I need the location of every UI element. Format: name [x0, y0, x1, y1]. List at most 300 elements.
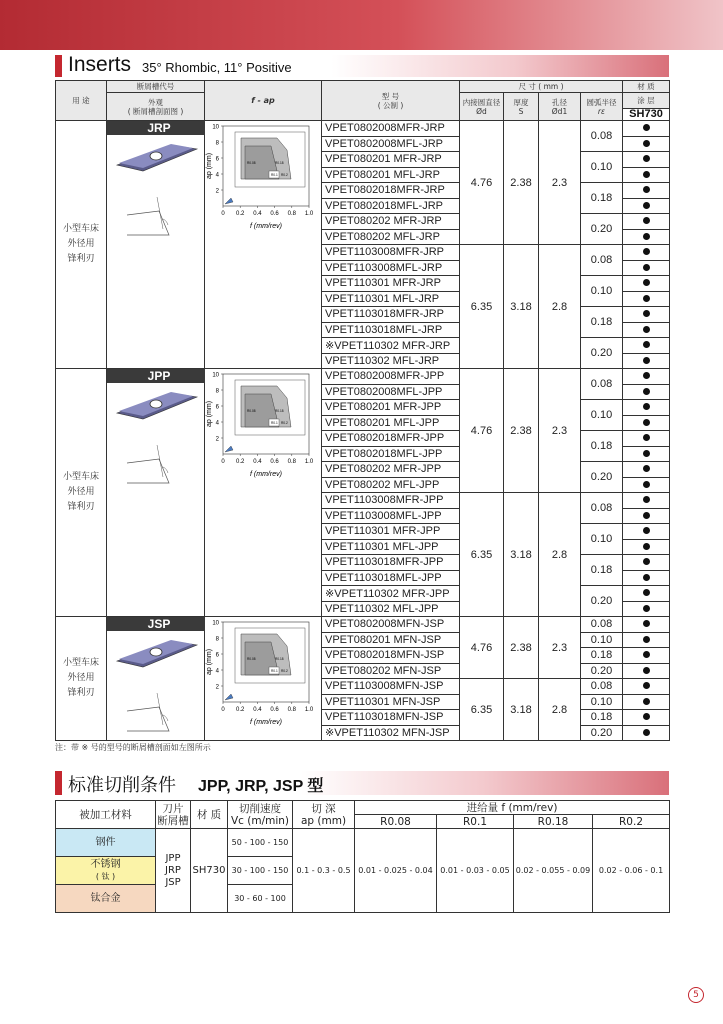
inner-area-label: R0.2 — [281, 173, 288, 177]
x-tick-label: 0.4 — [253, 707, 262, 713]
stainless-label: 不锈钢 — [90, 858, 121, 870]
radius-cell: 0.18 — [581, 648, 623, 664]
model-cell: VPET1103008MFL-JPP — [322, 508, 460, 524]
stock-dot-icon — [643, 403, 650, 410]
stock-dot-icon — [643, 636, 650, 643]
cond-col-feed: 进给量 f (mm/rev) — [355, 801, 670, 815]
model-label: 型 号 — [381, 91, 400, 101]
stock-dot-icon — [643, 171, 650, 178]
cond-col-material: 被加工材料 — [56, 801, 156, 829]
y-tick-label: 10 — [212, 124, 219, 131]
stock-dot-icon — [643, 682, 650, 689]
availability-cell — [623, 183, 670, 199]
chipbreaker-label: JSP — [107, 617, 205, 631]
cond-col-speed — [228, 801, 293, 829]
model-cell: VPET0802018MFR-JRP — [322, 183, 460, 199]
use-line: 锋利刃 — [67, 254, 95, 264]
insert-row — [56, 369, 670, 385]
radius-cell: 0.18 — [581, 431, 623, 462]
section-subtitle: 35° Rhombic, 11° Positive — [142, 60, 292, 75]
model-cell: VPET110301 MFN-JSP — [322, 694, 460, 710]
depth-value: 0.1 - 0.3 - 0.5 — [293, 829, 355, 913]
speed-label-1: 切削速度 — [239, 802, 281, 815]
availability-cell — [623, 198, 670, 214]
inner-area-label: R0.08 — [247, 657, 256, 661]
model-cell: VPET1103018MFR-JRP — [322, 307, 460, 323]
stock-dot-icon — [643, 434, 650, 441]
stock-dot-icon — [643, 357, 650, 364]
x-axis-label: f (mm/rev) — [250, 471, 282, 478]
use-line: 锋利刃 — [67, 688, 95, 698]
s-cell: 2.38 — [504, 617, 539, 679]
model-cell: VPET1103018MFL-JRP — [322, 322, 460, 338]
inner-area-label: R0.18 — [275, 409, 284, 413]
model-cell: VPET1103018MFN-JSP — [322, 710, 460, 726]
use-line: 外径用 — [67, 487, 95, 497]
col-coating: 涂 层 — [623, 93, 670, 109]
inserts-section-header — [55, 55, 669, 77]
model-cell: VPET1103008MFR-JPP — [322, 493, 460, 509]
radius-cell: 0.10 — [581, 152, 623, 183]
cond-col-depth — [293, 801, 355, 829]
r-symbol: rε — [597, 106, 606, 116]
availability-cell — [623, 508, 670, 524]
radius-cell: 0.08 — [581, 245, 623, 276]
grade-value: SH730 — [191, 829, 228, 913]
availability-cell — [623, 276, 670, 292]
appearance-cell — [107, 121, 205, 369]
availability-cell — [623, 477, 670, 493]
y-tick-label: 4 — [215, 420, 219, 427]
radius-cell: 0.10 — [581, 400, 623, 431]
d-symbol: Ød — [476, 106, 487, 116]
d-cell: 6.35 — [460, 493, 504, 617]
model-cell: VPET080201 MFR-JPP — [322, 400, 460, 416]
model-cell: VPET080201 MFR-JRP — [322, 152, 460, 168]
section-title: Inserts — [68, 53, 132, 76]
insert-illustration — [113, 387, 199, 487]
stock-dot-icon — [643, 326, 650, 333]
d-cell: 6.35 — [460, 245, 504, 369]
availability-cell — [623, 152, 670, 168]
feed-r008: 0.01 - 0.025 - 0.04 — [355, 829, 437, 913]
model-cell: VPET110301 MFR-JPP — [322, 524, 460, 540]
model-cell: VPET080201 MFL-JRP — [322, 167, 460, 183]
y-tick-label: 6 — [215, 156, 219, 163]
use-cell — [56, 617, 107, 741]
model-cell: VPET1103018MFR-JPP — [322, 555, 460, 571]
model-cell: VPET080202 MFR-JPP — [322, 462, 460, 478]
x-tick-label: 0 — [221, 211, 225, 217]
model-cell: VPET0802008MFN-JSP — [322, 617, 460, 633]
inner-area-label: R0.18 — [275, 657, 284, 661]
insert-illustration — [113, 139, 199, 239]
cond-col-r008: R0.08 — [355, 815, 437, 829]
availability-cell — [623, 121, 670, 137]
use-line: 小型车床 — [62, 658, 99, 668]
stainless-sublabel: ( 钛 ) — [95, 871, 116, 881]
material-titanium: 钛合金 — [56, 885, 156, 913]
x-tick-label: 0.8 — [287, 459, 296, 465]
model-cell: VPET080201 MFL-JPP — [322, 415, 460, 431]
availability-cell — [623, 260, 670, 276]
col-use: 用 途 — [56, 81, 107, 121]
speed-titanium: 30 - 60 - 100 — [228, 885, 293, 913]
y-tick-label: 4 — [215, 668, 219, 675]
f-ap-chart — [205, 617, 321, 737]
d1-cell: 2.8 — [539, 493, 581, 617]
model-cell: VPET080202 MFR-JRP — [322, 214, 460, 230]
availability-cell — [623, 725, 670, 741]
availability-cell — [623, 586, 670, 602]
page-number: 5 — [688, 987, 704, 1003]
f-ap-chart-cell — [205, 617, 322, 741]
availability-cell — [623, 446, 670, 462]
stock-dot-icon — [643, 605, 650, 612]
section-marker — [55, 771, 62, 795]
x-tick-label: 0.6 — [270, 459, 279, 465]
s-cell: 3.18 — [504, 245, 539, 369]
d-cell: 4.76 — [460, 121, 504, 245]
radius-cell: 0.08 — [581, 679, 623, 695]
model-cell: VPET080201 MFN-JSP — [322, 632, 460, 648]
model-cell: VPET0802008MFL-JPP — [322, 384, 460, 400]
availability-cell — [623, 462, 670, 478]
stock-dot-icon — [643, 698, 650, 705]
stock-dot-icon — [643, 388, 650, 395]
col-material: 材 质 — [623, 81, 670, 93]
model-cell: VPET0802008MFL-JRP — [322, 136, 460, 152]
cond-col-chipbreaker — [156, 801, 191, 829]
d1-cell: 2.3 — [539, 369, 581, 493]
availability-cell — [623, 648, 670, 664]
x-tick-label: 0 — [221, 707, 225, 713]
col-f-ap: f - ap — [205, 81, 322, 121]
appearance-label: 外观 — [148, 97, 163, 107]
f-ap-chart — [205, 369, 321, 489]
chipbreaker-jrp: JRP — [165, 864, 181, 876]
col-s — [504, 93, 539, 121]
model-cell: VPET1103008MFR-JRP — [322, 245, 460, 261]
radius-cell: 0.10 — [581, 276, 623, 307]
availability-cell — [623, 291, 670, 307]
model-cell: VPET1103018MFL-JPP — [322, 570, 460, 586]
model-cell: VPET0802018MFL-JPP — [322, 446, 460, 462]
availability-cell — [623, 663, 670, 679]
r-label: 圆弧半径 — [586, 97, 617, 107]
chipbreaker-label: JPP — [107, 369, 205, 383]
col-dimensions: 尺 寸 ( mm ) — [460, 81, 623, 93]
y-tick-label: 10 — [212, 620, 219, 627]
col-chipbreaker: 断屑槽代号 — [107, 81, 205, 93]
feed-r018: 0.02 - 0.055 - 0.09 — [514, 829, 593, 913]
insert-illustration — [113, 635, 199, 735]
section-line — [157, 197, 163, 229]
model-cell: VPET110301 MFL-JPP — [322, 539, 460, 555]
stock-dot-icon — [643, 419, 650, 426]
inner-area-label: R0.1 — [271, 421, 278, 425]
material-stainless — [56, 857, 156, 885]
radius-cell: 0.20 — [581, 663, 623, 679]
radius-cell: 0.10 — [581, 632, 623, 648]
model-sublabel: ( 公制 ) — [377, 100, 404, 110]
y-axis-label: ap (mm) — [206, 400, 213, 428]
y-tick-label: 2 — [215, 684, 219, 691]
y-tick-label: 8 — [215, 140, 219, 147]
availability-cell — [623, 338, 670, 354]
stock-dot-icon — [643, 248, 650, 255]
use-line: 小型车床 — [62, 224, 99, 234]
y-tick-label: 8 — [215, 636, 219, 643]
s-cell: 3.18 — [504, 679, 539, 741]
model-cell: VPET110301 MFR-JRP — [322, 276, 460, 292]
availability-cell — [623, 415, 670, 431]
col-model — [322, 81, 460, 121]
stock-dot-icon — [643, 496, 650, 503]
stock-dot-icon — [643, 140, 650, 147]
radius-cell: 0.18 — [581, 183, 623, 214]
f-ap-chart — [205, 121, 321, 241]
x-tick-label: 0.2 — [236, 211, 245, 217]
stock-dot-icon — [643, 264, 650, 271]
model-cell: ※VPET110302 MFR-JRP — [322, 338, 460, 354]
stock-dot-icon — [643, 589, 650, 596]
radius-cell: 0.10 — [581, 524, 623, 555]
radius-cell: 0.20 — [581, 214, 623, 245]
model-cell: VPET110302 MFL-JRP — [322, 353, 460, 369]
col-d1 — [539, 93, 581, 121]
x-tick-label: 0.8 — [287, 211, 296, 217]
y-tick-label: 6 — [215, 652, 219, 659]
use-cell — [56, 121, 107, 369]
s-cell: 2.38 — [504, 369, 539, 493]
appearance-cell — [107, 369, 205, 617]
conditions-title: 标准切削条件 — [68, 775, 176, 796]
inner-area-label: R0.18 — [275, 161, 284, 165]
y-tick-label: 2 — [215, 436, 219, 443]
conditions-section-header — [55, 771, 669, 795]
inner-area-label: R0.1 — [271, 173, 278, 177]
radius-cell: 0.08 — [581, 493, 623, 524]
model-cell: VPET1103008MFL-JRP — [322, 260, 460, 276]
availability-cell — [623, 384, 670, 400]
y-tick-label: 2 — [215, 188, 219, 195]
availability-cell — [623, 307, 670, 323]
availability-cell — [623, 539, 670, 555]
model-cell: VPET1103008MFN-JSP — [322, 679, 460, 695]
radius-cell: 0.08 — [581, 369, 623, 400]
availability-cell — [623, 167, 670, 183]
y-tick-label: 10 — [212, 372, 219, 379]
inner-area-label: R0.08 — [247, 161, 256, 165]
radius-cell: 0.08 — [581, 121, 623, 152]
cond-col-grade: 材 质 — [191, 801, 228, 829]
conditions-subtitle: JPP, JRP, JSP 型 — [198, 778, 324, 795]
radius-cell: 0.08 — [581, 617, 623, 633]
d1-cell: 2.3 — [539, 121, 581, 245]
radius-cell: 0.20 — [581, 338, 623, 369]
use-line: 锋利刃 — [67, 502, 95, 512]
appearance-sublabel: ( 断屑槽剖面图 ) — [127, 106, 184, 116]
model-cell: VPET0802018MFL-JRP — [322, 198, 460, 214]
d1-cell: 2.8 — [539, 679, 581, 741]
availability-cell — [623, 493, 670, 509]
stock-dot-icon — [643, 558, 650, 565]
model-cell: VPET0802008MFR-JPP — [322, 369, 460, 385]
stock-dot-icon — [643, 341, 650, 348]
availability-cell — [623, 570, 670, 586]
d-label: 内接圆直径 — [462, 97, 501, 107]
x-tick-label: 0.6 — [270, 707, 279, 713]
availability-cell — [623, 555, 670, 571]
radius-cell: 0.18 — [581, 307, 623, 338]
x-tick-label: 0.2 — [236, 707, 245, 713]
use-line: 外径用 — [67, 239, 95, 249]
d1-cell: 2.8 — [539, 245, 581, 369]
x-tick-label: 0.2 — [236, 459, 245, 465]
radius-cell: 0.10 — [581, 694, 623, 710]
model-cell: ※VPET110302 MFR-JPP — [322, 586, 460, 602]
speed-stainless: 30 - 100 - 150 — [228, 857, 293, 885]
stock-dot-icon — [643, 512, 650, 519]
inserts-table — [55, 80, 670, 741]
section-line — [157, 693, 163, 725]
y-tick-label: 6 — [215, 404, 219, 411]
insert-hole — [150, 400, 162, 408]
stock-dot-icon — [643, 310, 650, 317]
stock-dot-icon — [643, 620, 650, 627]
stock-dot-icon — [643, 450, 650, 457]
stock-dot-icon — [643, 481, 650, 488]
cond-col-r02: R0.2 — [593, 815, 670, 829]
col-grade: SH730 — [623, 109, 670, 121]
stock-dot-icon — [643, 295, 650, 302]
stock-dot-icon — [643, 713, 650, 720]
model-cell: VPET0802018MFR-JPP — [322, 431, 460, 447]
s-cell: 3.18 — [504, 493, 539, 617]
chipbreaker-label-2: 断屑槽 — [157, 814, 189, 827]
model-cell: VPET080202 MFL-JRP — [322, 229, 460, 245]
insert-hole — [150, 648, 162, 656]
material-steel: 钢件 — [56, 829, 156, 857]
speed-steel: 50 - 100 - 150 — [228, 829, 293, 857]
stock-dot-icon — [643, 279, 650, 286]
y-axis-label: ap (mm) — [206, 648, 213, 676]
feed-r02: 0.02 - 0.06 - 0.1 — [593, 829, 670, 913]
availability-cell — [623, 229, 670, 245]
chipbreaker-label: JRP — [107, 121, 205, 135]
col-r — [581, 93, 623, 121]
depth-label-2: ap (mm) — [300, 814, 347, 827]
cutting-conditions-table — [55, 800, 670, 913]
model-cell: VPET0802018MFN-JSP — [322, 648, 460, 664]
radius-cell: 0.18 — [581, 555, 623, 586]
d1-symbol: Ød1 — [551, 106, 568, 116]
stock-dot-icon — [643, 217, 650, 224]
model-cell: VPET080202 MFL-JPP — [322, 477, 460, 493]
cond-col-r01: R0.1 — [437, 815, 514, 829]
col-appearance — [107, 93, 205, 121]
stock-dot-icon — [643, 651, 650, 658]
radius-cell: 0.20 — [581, 725, 623, 741]
y-tick-label: 8 — [215, 388, 219, 395]
d1-cell: 2.3 — [539, 617, 581, 679]
d1-label: 孔径 — [552, 97, 567, 107]
chipbreaker-label-1: 刀片 — [162, 802, 184, 815]
availability-cell — [623, 136, 670, 152]
depth-label-1: 切 深 — [311, 802, 336, 815]
availability-cell — [623, 601, 670, 617]
section-line — [157, 445, 163, 477]
use-cell — [56, 369, 107, 617]
x-tick-label: 0 — [221, 459, 225, 465]
inner-area-label: R0.08 — [247, 409, 256, 413]
feed-r01: 0.01 - 0.03 - 0.05 — [437, 829, 514, 913]
availability-cell — [623, 322, 670, 338]
cond-col-r018: R0.18 — [514, 815, 593, 829]
stock-dot-icon — [643, 155, 650, 162]
availability-cell — [623, 400, 670, 416]
s-symbol: S — [518, 106, 524, 116]
col-d — [460, 93, 504, 121]
s-label: 厚度 — [513, 97, 529, 107]
inner-area-label: R0.2 — [281, 669, 288, 673]
stock-dot-icon — [643, 233, 650, 240]
chipbreaker-section — [127, 211, 169, 235]
chipbreaker-jpp: JPP — [165, 852, 181, 864]
inner-area-label: R0.2 — [281, 421, 288, 425]
model-cell: VPET110302 MFL-JPP — [322, 601, 460, 617]
stock-dot-icon — [643, 202, 650, 209]
d-cell: 6.35 — [460, 679, 504, 741]
d-cell: 4.76 — [460, 369, 504, 493]
chipbreaker-section — [127, 707, 169, 731]
x-axis-label: f (mm/rev) — [250, 719, 282, 726]
stock-dot-icon — [643, 543, 650, 550]
radius-cell: 0.20 — [581, 586, 623, 617]
model-cell: VPET0802008MFR-JRP — [322, 121, 460, 137]
x-tick-label: 0.4 — [253, 459, 262, 465]
availability-cell — [623, 694, 670, 710]
top-banner — [0, 0, 723, 50]
insert-row — [56, 121, 670, 137]
chipbreaker-section — [127, 459, 169, 483]
use-line: 小型车床 — [62, 472, 99, 482]
availability-cell — [623, 679, 670, 695]
y-axis-label: ap (mm) — [206, 152, 213, 180]
stock-dot-icon — [643, 465, 650, 472]
availability-cell — [623, 353, 670, 369]
availability-cell — [623, 617, 670, 633]
stock-dot-icon — [643, 527, 650, 534]
stock-dot-icon — [643, 729, 650, 736]
radius-cell: 0.18 — [581, 710, 623, 726]
use-line: 外径用 — [67, 673, 95, 683]
stock-dot-icon — [643, 124, 650, 131]
x-axis-label: f (mm/rev) — [250, 223, 282, 230]
x-tick-label: 0.8 — [287, 707, 296, 713]
s-cell: 2.38 — [504, 121, 539, 245]
d-cell: 4.76 — [460, 617, 504, 679]
f-ap-chart-cell — [205, 369, 322, 617]
availability-cell — [623, 245, 670, 261]
footnote: 注：带 ※ 号的型号的断屑槽剖面如左图所示 — [55, 743, 211, 752]
radius-cell: 0.20 — [581, 462, 623, 493]
x-tick-label: 1.0 — [304, 707, 314, 713]
speed-label-2: Vc (m/min) — [230, 814, 290, 827]
model-cell: ※VPET110302 MFN-JSP — [322, 725, 460, 741]
stock-dot-icon — [643, 186, 650, 193]
